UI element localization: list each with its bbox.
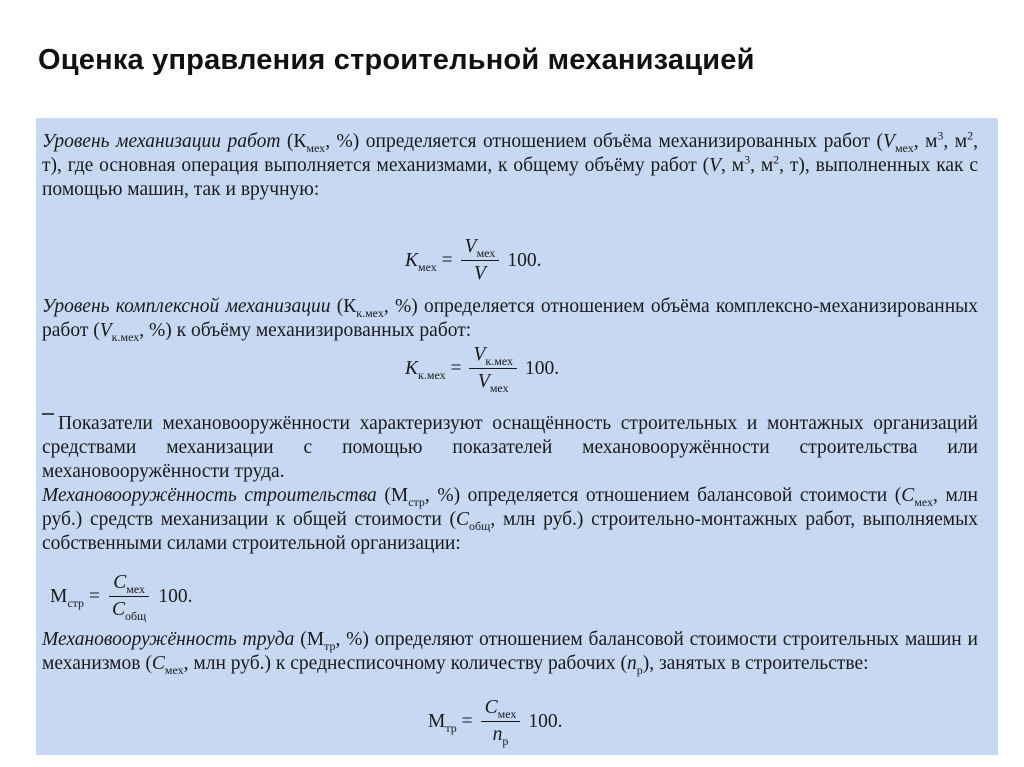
text: ), занятых в строительстве: — [642, 653, 869, 674]
formula-lhs: $K_{к.мех}$ = — [405, 357, 462, 382]
subscript: мех — [306, 140, 326, 155]
text: , млн руб.) к среднесписочному количеству рабочих ( — [183, 653, 627, 674]
subscript: общ — [469, 518, 491, 533]
denominator: $С_{общ}$ — [111, 599, 147, 623]
numerator: $V_{к.мех}$ — [469, 344, 517, 369]
fraction — [469, 344, 517, 393]
text: , т), выполненных как с помощью машин, так и вручную: — [42, 155, 979, 200]
fraction — [461, 236, 500, 285]
text: , %) определяется отношением балансовой стоимости ( — [424, 485, 902, 506]
formula-m-labor — [428, 697, 563, 746]
subscript: мех — [164, 662, 184, 677]
subscript: р — [636, 662, 643, 677]
paragraph-mechanization-level — [42, 130, 978, 202]
text: , %) определяют отношением балансовой стоимости строительных машин и механизмов ( — [42, 629, 978, 674]
subscript: тр — [324, 638, 336, 653]
text: , м — [913, 131, 938, 152]
denominator: $n_р$ — [492, 724, 509, 748]
numerator: $V_{мех}$ — [461, 236, 500, 261]
subscript: мех — [894, 140, 914, 155]
formula-k-complex — [405, 344, 559, 393]
multiplier: 100. — [158, 585, 193, 607]
superscript: 3 — [937, 128, 944, 143]
term: Уровень механизации работ — [42, 131, 281, 152]
formula-lhs: $М_{стр}$ = — [50, 585, 100, 610]
term: Уровень комплексной механизации — [42, 296, 331, 317]
multiplier: 100. — [507, 249, 542, 271]
subscript: к.мех — [111, 329, 140, 344]
text: , м — [721, 155, 745, 176]
paragraph-construction-equipment — [42, 484, 978, 556]
multiplier: 100. — [528, 710, 563, 732]
text: , %) определяется отношением объёма механизированных работ ( — [325, 131, 884, 152]
fraction — [481, 697, 521, 746]
variable: V — [99, 320, 112, 341]
text: , %) определяется отношением объёма комплексно-механизированных работ ( — [42, 296, 978, 341]
numerator: $С_{мех}$ — [481, 697, 521, 722]
text: (М — [376, 485, 409, 506]
fraction — [108, 572, 150, 621]
formula-m-construction — [50, 572, 192, 621]
text: (К — [280, 131, 307, 152]
subscript: мех — [914, 494, 934, 509]
formula-lhs: $K_{мех}$ = — [405, 249, 453, 274]
text: , м — [943, 131, 968, 152]
text: , т), где основная операция выполняется механизмами, к общему объёму работ ( — [42, 131, 979, 176]
multiplier: 100. — [525, 357, 560, 379]
text: , млн руб.) средств механизации к общей стоимости ( — [42, 485, 978, 530]
text: (М — [294, 629, 325, 650]
text: , %) к объёму механизированных работ: — [139, 320, 472, 341]
superscript: 2 — [773, 152, 780, 167]
denominator: V — [474, 263, 486, 284]
subscript: стр — [408, 494, 425, 509]
paragraph-mechanical-equipment: Показатели механовооружённости характеризуют оснащённость строительных и монтажных организаций средствами механизации с помощью показателей механовооружённости строительства или механовооружённости труда. — [42, 413, 978, 482]
variable: С — [456, 509, 470, 530]
slide-title: Оценка управления строительной механизацией — [38, 44, 755, 76]
term: Механовооружённость труда — [42, 629, 295, 650]
variable: С — [901, 485, 915, 506]
term: Механовооружённость строительства — [42, 485, 377, 506]
variable: V — [883, 131, 895, 152]
denominator: $V_{мех}$ — [477, 371, 509, 395]
paragraph-complex-mechanization — [42, 295, 978, 343]
text: , м — [750, 155, 774, 176]
paragraph-labor-equipment — [42, 628, 978, 676]
variable: n — [626, 653, 637, 674]
superscript: 3 — [744, 152, 751, 167]
superscript: 2 — [967, 128, 974, 143]
numerator: $С_{мех}$ — [109, 572, 149, 597]
variable: V — [709, 155, 722, 176]
variable: С — [151, 653, 165, 674]
text: , млн руб.) строительно-монтажных работ, выполняемых собственными силами строительной организации: — [42, 509, 978, 554]
subscript: к.мех — [356, 305, 384, 320]
text: (К — [330, 296, 357, 317]
formula-lhs: $М_{тр}$ = — [428, 710, 473, 735]
formula-k-mech — [405, 236, 541, 285]
